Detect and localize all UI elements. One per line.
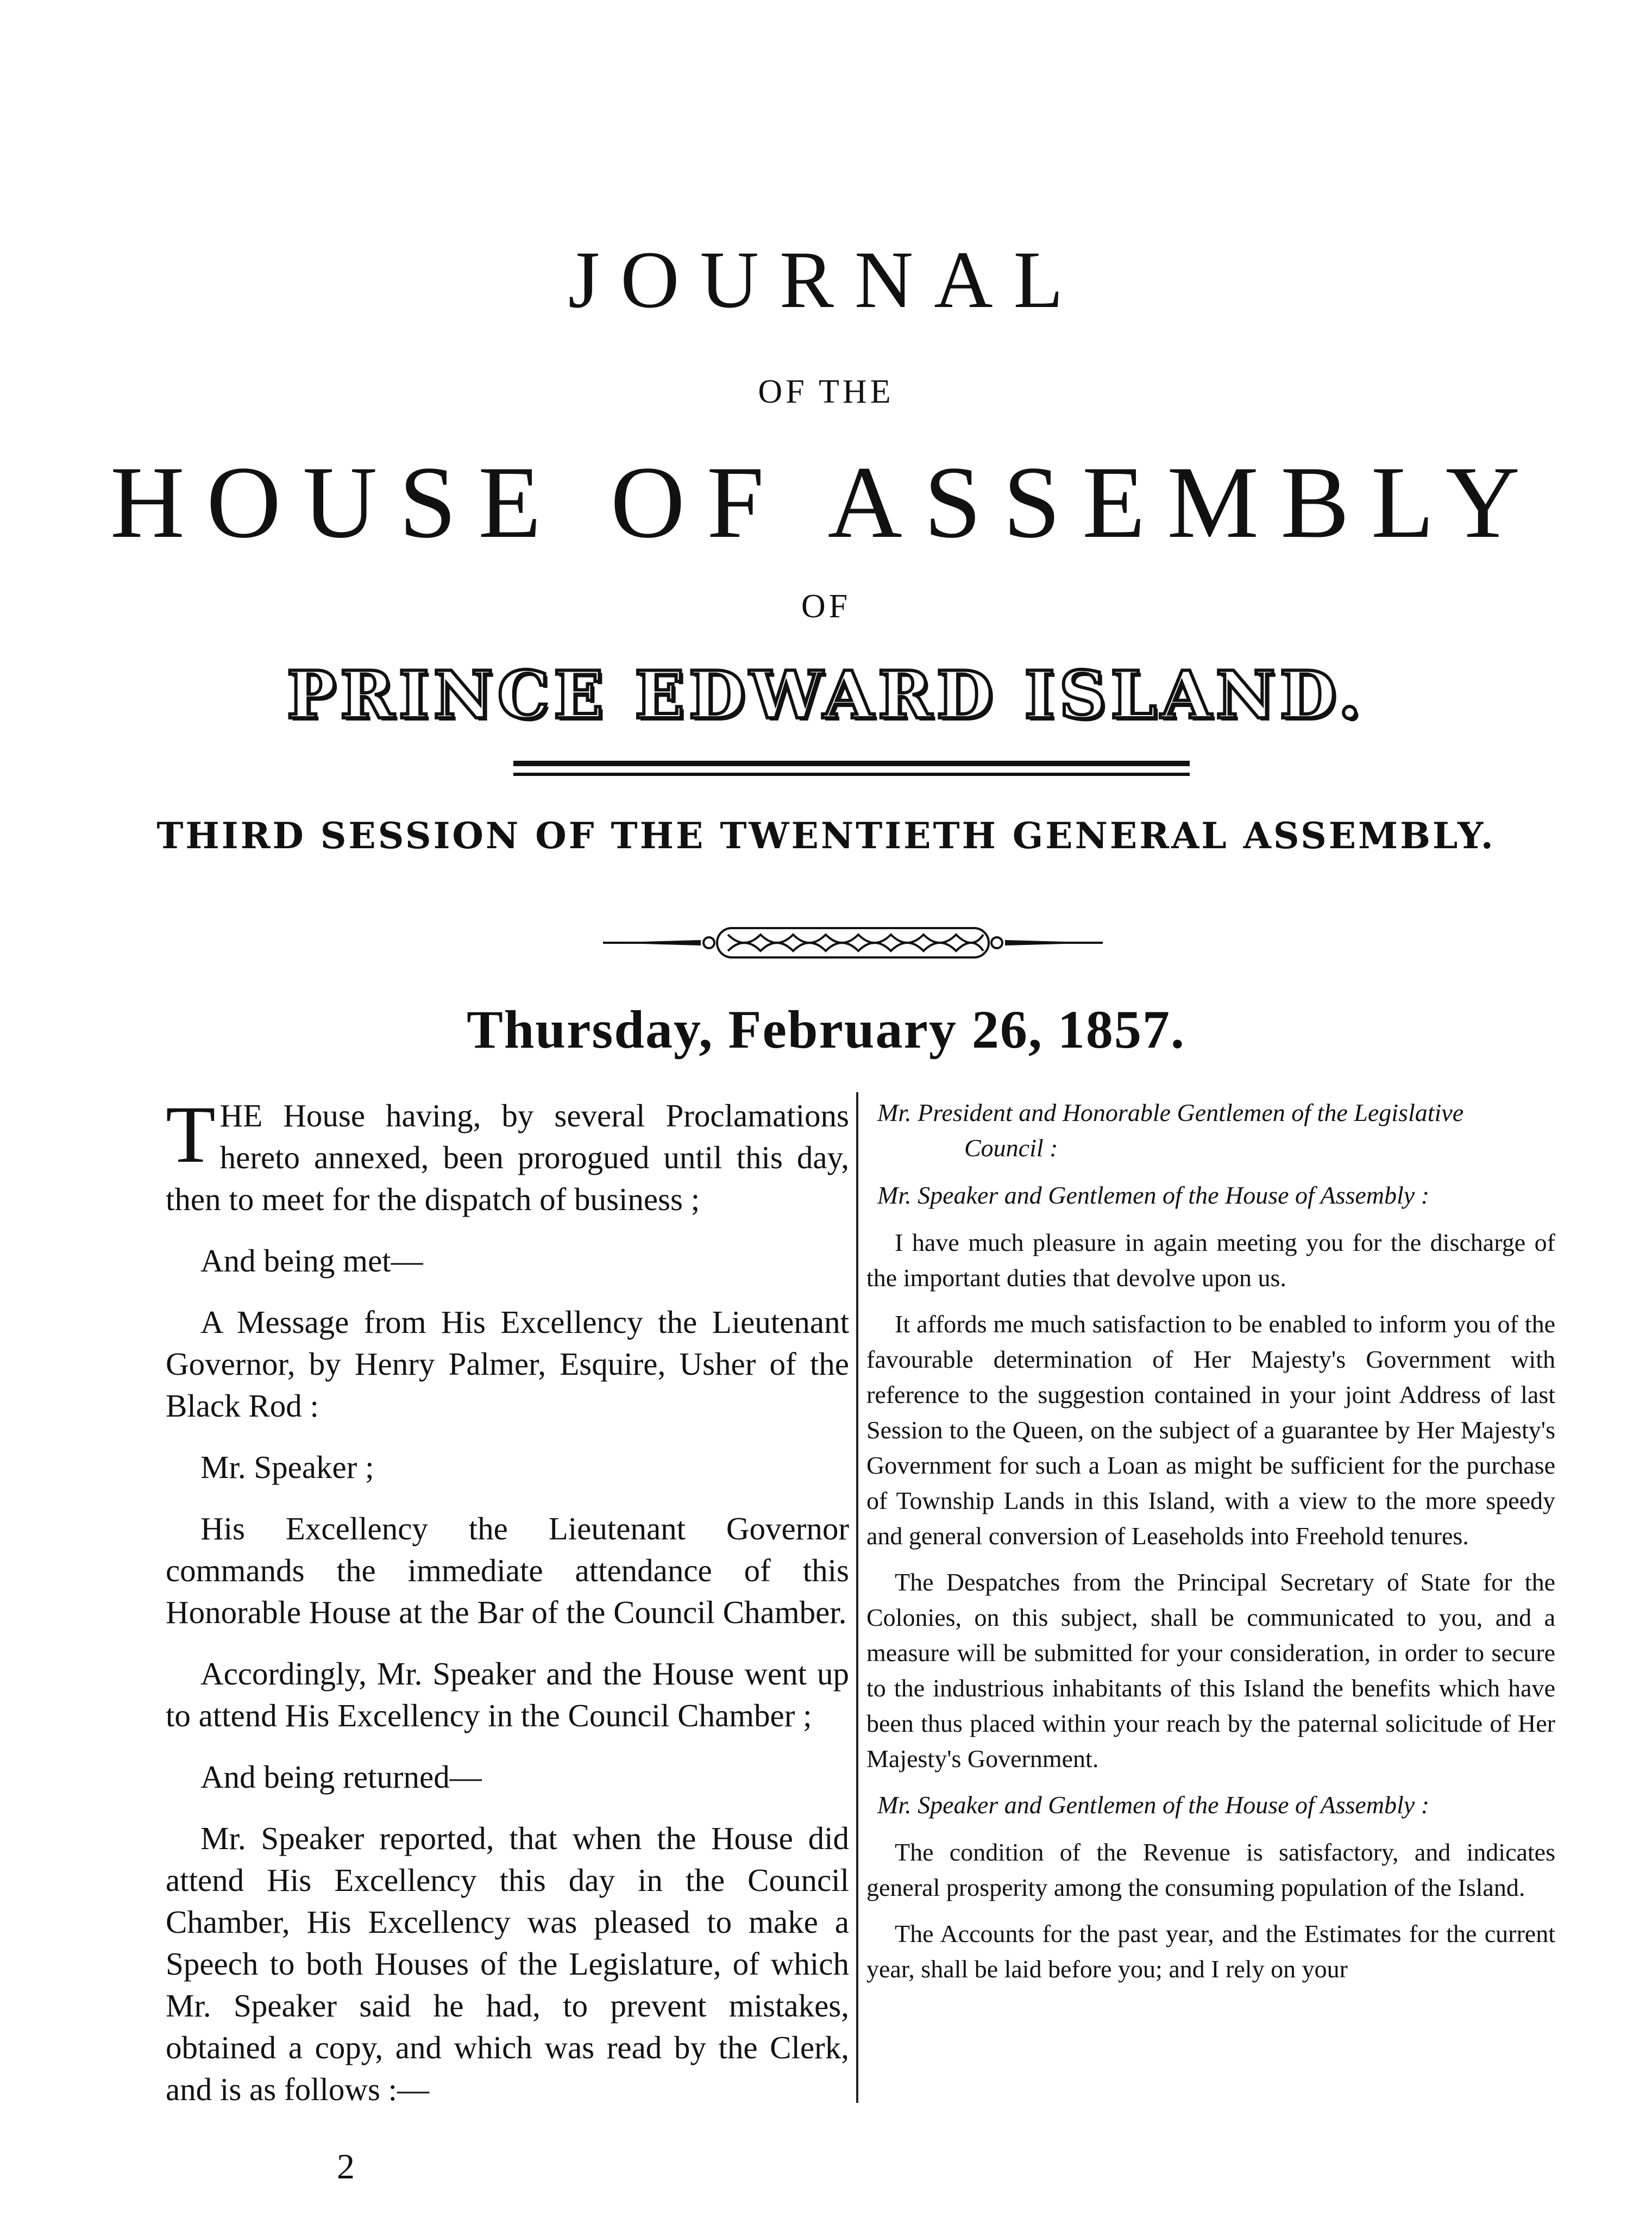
- paragraph: Mr. Speaker reported, that when the House did attend His Excellency this day in the Council Chamber, His Excellency was pleased to make a Speech to both Houses of the Legislature, of which Mr. Speaker said he had, to prevent mistakes, obtained a copy, and which was read by the Clerk, and is as follows :—: [166, 1820, 849, 2107]
- address-line: Mr. President and Honorable Gentlemen of the Legislative: [877, 1099, 1464, 1126]
- opening-text: HE House having, by several Proclamations hereto annexed, been prorogued until this day, then to meet for the dispatch of business ;: [166, 1098, 849, 1217]
- title-of-the: OF THE: [758, 373, 894, 410]
- address-house-of-assembly: Mr. Speaker and Gentlemen of the House of Assembly :: [877, 1181, 1430, 1209]
- column-divider: [856, 1092, 858, 2103]
- drop-cap: T: [166, 1089, 216, 1180]
- speech-paragraph: I have much pleasure in again meeting you for the discharge of the important duties that devolve upon us.: [866, 1229, 1555, 1292]
- right-column: [866, 1095, 1555, 1997]
- double-rule-top: [513, 761, 1190, 766]
- paragraph: A Message from His Excellency the Lieutenant Governor, by Henry Palmer, Esquire, Usher of the Black Rod :: [166, 1304, 849, 1424]
- paragraph-opening: [166, 1089, 849, 1220]
- speech-paragraph: The Accounts for the past year, and the Estimates for the current year, shall be laid before you; and I rely on your: [866, 1920, 1555, 1983]
- page-number: 2: [337, 2147, 355, 2187]
- left-column: [166, 1089, 849, 2130]
- province-title: PRINCE EDWARD ISLAND.: [286, 657, 1366, 734]
- journal-title: JOURNAL: [568, 235, 1084, 325]
- address-house-of-assembly: Mr. Speaker and Gentlemen of the House of Assembly :: [877, 1791, 1430, 1819]
- paragraph: Mr. Speaker ;: [200, 1449, 374, 1485]
- ornamental-divider-icon: [603, 918, 1103, 967]
- date-heading: Thursday, February 26, 1857.: [467, 999, 1185, 1060]
- title-of: OF: [801, 588, 851, 625]
- paragraph: His Excellency the Lieutenant Governor commands the immediate attendance of this Honorable House at the Bar of the Council Chamber.: [166, 1511, 849, 1630]
- session-heading: THIRD SESSION OF THE TWENTIETH GENERAL ASSEMBLY.: [156, 815, 1496, 857]
- paragraph: And being returned—: [200, 1759, 482, 1795]
- speech-paragraph: It affords me much satisfaction to be enabled to inform you of the favourable determination of Her Majesty's Government with reference to the suggestion contained in your joint Address of last Session to the Queen, on the subject of a guarantee by Her Majesty's Government for such a Loan as might be sufficient for the purchase of Township Lands in this Island, with a view to the more speedy and general conversion of Leaseholds into Freehold tenures.: [866, 1310, 1555, 1550]
- double-rule-bottom: [513, 773, 1190, 776]
- address-legislative-council: [866, 1095, 1555, 1166]
- paragraph: And being met—: [200, 1243, 423, 1279]
- speech-paragraph: The Despatches from the Principal Secretary of State for the Colonies, on this subject, shall be communicated to you, and a measure will be submitted for your consideration, in order to secure to the industrious inhabitants of this Island the benefits which have been thus placed within your reach by the paternal solicitude of Her Majesty's Government.: [866, 1568, 1555, 1772]
- speech-paragraph: The condition of the Revenue is satisfactory, and indicates general prosperity among the consuming population of the Island.: [866, 1838, 1555, 1901]
- house-of-assembly-title: HOUSE OF ASSEMBLY: [110, 446, 1542, 560]
- paragraph: Accordingly, Mr. Speaker and the House went up to attend His Excellency in the Council Chamber ;: [166, 1656, 849, 1733]
- address-line: Council :: [964, 1134, 1058, 1162]
